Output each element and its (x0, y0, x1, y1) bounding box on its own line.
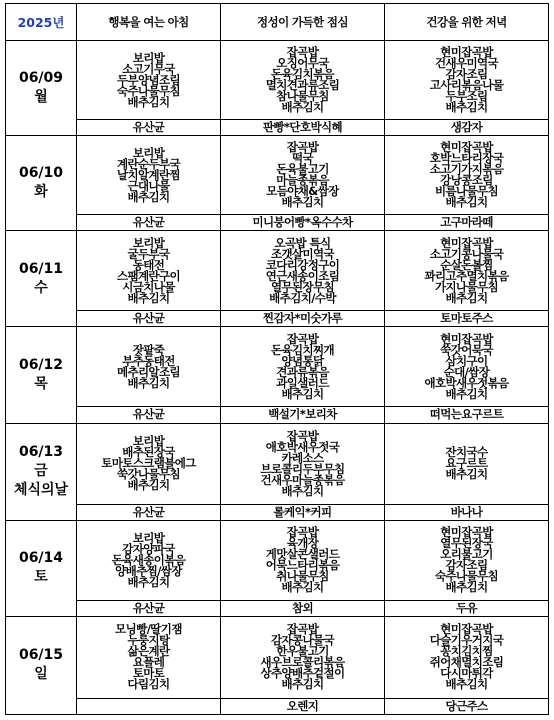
breakfast-item: 보리밥 (132, 50, 165, 65)
dinner-item: 가지나물무침 (434, 279, 499, 294)
dinner-cell (385, 520, 549, 600)
breakfast-item: 근대나물 (127, 178, 170, 193)
breakfast-cell (77, 41, 221, 120)
lunch-snack-cell: 오렌지 (221, 698, 385, 714)
dinner-item: 애호박새우젓볶음 (424, 375, 509, 390)
dinner-item: 현미잡곡밥 (440, 622, 493, 637)
day-week: 일 (34, 666, 48, 683)
dinner-item: 배추김치 (445, 195, 488, 210)
lunch-item: 견과류볶음 (276, 364, 329, 379)
day-week: 수 (34, 279, 48, 296)
breakfast-item: 메추리알조림 (116, 364, 181, 379)
dinner-item: 현미잡곡밥 (440, 525, 493, 540)
breakfast-item: 다림김치 (127, 677, 170, 692)
breakfast-snack-cell: 유산균 (77, 215, 221, 231)
lunch-item: 배추김치 (281, 483, 324, 498)
dinner-item: 순대/쌈장 (443, 364, 490, 379)
lunch-item: 오곡밥 특식 (274, 235, 331, 250)
lunch-item: 마늘종볶음 (276, 173, 329, 188)
day-week: 화 (34, 184, 48, 201)
dinner-item: 배추김치 (445, 467, 488, 482)
dinner-item: 건새우미역국 (434, 56, 499, 71)
dinner-item: 오리불고기 (440, 547, 493, 562)
lunch-cell (221, 423, 385, 504)
dinner-item: 현미잡곡밥 (440, 45, 493, 60)
breakfast-snack-cell: 유산균 (77, 120, 221, 136)
lunch-item: 배추김치/수박 (269, 290, 336, 305)
lunch-item: 양념통닭 (281, 353, 324, 368)
table-body (6, 41, 549, 715)
lunch-item: 잡곡밥 (286, 45, 319, 60)
dinner-cell (385, 616, 549, 698)
dinner-item: 감자조림 (445, 558, 488, 573)
lunch-item: 취나물무침 (276, 569, 329, 584)
lunch-item: 새우브로콜리볶음 (260, 655, 345, 670)
dinner-item: 소고기가지볶음 (429, 162, 504, 177)
breakfast-snack-cell: 유산균 (77, 407, 221, 423)
breakfast-item: 날치알계란찜 (116, 167, 181, 182)
lunch-item: 배추김치 (281, 580, 324, 595)
lunch-cell (221, 616, 385, 698)
breakfast-snack-cell: 유산균 (77, 600, 221, 616)
breakfast-cell (77, 616, 221, 698)
breakfast-snack-cell (77, 698, 221, 714)
dinner-cell (385, 41, 549, 120)
breakfast-item: 소고기무국 (122, 61, 175, 76)
day-date: 06/13 (18, 444, 64, 461)
day-row (6, 616, 549, 698)
day-date: 06/12 (18, 356, 64, 373)
breakfast-cell (77, 423, 221, 504)
dinner-item: 현미잡곡밥 (440, 235, 493, 250)
lunch-item: 감자콩나물국 (270, 633, 335, 648)
dinner-item: 비름나물무침 (434, 184, 499, 199)
lunch-item: 잡곡밥 (286, 525, 319, 540)
lunch-item: 돈육김치찌개 (270, 342, 335, 357)
breakfast-item: 스팸계란구이 (116, 268, 181, 283)
dinner-item: 감자조림 (445, 67, 488, 82)
dinner-item: 배추김치 (445, 100, 488, 115)
dinner-cell (385, 231, 549, 311)
day-row (6, 136, 549, 215)
lunch-item: 어묵느타리볶음 (265, 558, 340, 573)
lunch-snack-cell: 롤케익*커피 (221, 504, 385, 520)
dinner-snack-cell: 생감자 (385, 120, 549, 136)
dinner-item: 꽁치김치찜 (440, 644, 493, 659)
breakfast-item: 보리밥 (132, 145, 165, 160)
day-cell (6, 616, 77, 714)
breakfast-item: 보리밥 (132, 235, 165, 250)
lunch-item: 돈육불고기 (276, 162, 329, 177)
day-date: 06/10 (18, 165, 64, 182)
breakfast-cell (77, 231, 221, 311)
lunch-item: 조갯살미역국 (270, 246, 335, 261)
breakfast-item: 계란순두부국 (116, 156, 181, 171)
lunch-item: 브로콜리두부무침 (260, 461, 345, 476)
lunch-item: 건새우마늘종볶음 (260, 472, 345, 487)
dinner-snack-cell: 두유 (385, 600, 549, 616)
day-cell (6, 231, 77, 327)
dinner-item: 잔치국수 (445, 445, 488, 460)
breakfast-item: 배추김치 (127, 574, 170, 589)
breakfast-item: 쑥갓나물무침 (116, 467, 181, 482)
dinner-item: 소고기콩나물국 (429, 246, 504, 261)
lunch-item: 게맛살콘샐러드 (265, 547, 340, 562)
lunch-item: 카레소스 (281, 450, 324, 465)
lunch-header: 정성이 가득한 점심 (221, 4, 385, 41)
breakfast-item: 배추김치 (127, 189, 170, 204)
dinner-item: 순살돈볼찜 (440, 257, 493, 272)
breakfast-item: 배추된장국 (122, 445, 175, 460)
dinner-item: 열무된장국 (440, 536, 493, 551)
day-week: 목 (34, 375, 48, 392)
lunch-item: 잡곡밥 (286, 331, 319, 346)
day-cell (6, 423, 77, 520)
snack-row (6, 215, 549, 231)
dinner-snack-cell: 토마토주스 (385, 311, 549, 327)
dinner-item: 현미잡곡밥 (440, 140, 493, 155)
lunch-item: 배추김치 (281, 386, 324, 401)
lunch-cell (221, 136, 385, 215)
breakfast-item: 누룽지탕 (127, 633, 170, 648)
breakfast-item: 토마토 (132, 666, 165, 681)
lunch-cell (221, 231, 385, 311)
dinner-item: 배추김치 (445, 290, 488, 305)
dinner-item: 고사리볶음나물 (429, 78, 504, 93)
breakfast-item: 요플레 (132, 655, 165, 670)
day-row (6, 231, 549, 311)
snack-row (6, 600, 549, 616)
lunch-item: 코다리강정구이 (265, 257, 340, 272)
lunch-snack-cell: 판빵*단호박식혜 (221, 120, 385, 136)
breakfast-item: 감자양파국 (122, 541, 175, 556)
breakfast-item: 보리밥 (132, 434, 165, 449)
day-row (6, 520, 549, 600)
snack-row (6, 504, 549, 520)
dinner-item: 배추김치 (445, 677, 488, 692)
lunch-cell (221, 41, 385, 120)
dinner-header: 건강을 위한 저녁 (385, 4, 549, 41)
lunch-item: 육개장 (286, 536, 319, 551)
breakfast-item: 숙주나물무침 (116, 83, 181, 98)
lunch-item: 열무된장무침 (270, 279, 335, 294)
dinner-item: 쑥갓어묵국 (440, 342, 493, 357)
breakfast-cell (77, 520, 221, 600)
day-cell (6, 136, 77, 231)
dinner-item: 꽈리고추멸치볶음 (424, 268, 509, 283)
breakfast-item: 토마토스크램블에그 (101, 456, 196, 471)
breakfast-item: 모닝빵/딸기잼 (115, 622, 182, 637)
lunch-item: 참나물무침 (276, 89, 329, 104)
breakfast-item: 돈육새송이볶음 (111, 552, 186, 567)
lunch-item: 떡국 (291, 151, 314, 166)
dinner-item: 숙주나물무침 (434, 569, 499, 584)
breakfast-item: 잣팥죽 (132, 342, 165, 357)
breakfast-item: 배추김치 (127, 375, 170, 390)
year-label: 2025년 (6, 4, 77, 41)
snack-row (6, 407, 549, 423)
lunch-item: 배추김치 (281, 195, 324, 210)
dinner-item: 삼치구이 (445, 353, 488, 368)
dinner-item: 두부조림 (445, 89, 488, 104)
lunch-item: 잡곡밥 (286, 140, 319, 155)
weekly-meal-table (5, 3, 549, 715)
day-date: 06/14 (18, 550, 64, 567)
dinner-item: 현미잡곡밥 (440, 331, 493, 346)
lunch-item: 모듬야채&쌈장 (266, 184, 339, 199)
breakfast-item: 시금치나물 (122, 279, 175, 294)
lunch-item: 상추양배추겉절이 (260, 666, 345, 681)
day-row (6, 327, 549, 407)
dinner-item: 배추김치 (445, 386, 488, 401)
dinner-item: 배추김치 (445, 580, 488, 595)
lunch-snack-cell: 미니붕어빵*옥수수차 (221, 215, 385, 231)
breakfast-item: 보리밥 (132, 530, 165, 545)
breakfast-item: 굴두부국 (127, 246, 170, 261)
day-week: 월 (34, 89, 48, 106)
day-cell (6, 327, 77, 423)
dinner-item: 호박느타리장국 (429, 151, 504, 166)
dinner-snack-cell: 당근주스 (385, 698, 549, 714)
lunch-snack-cell: 찐감자*미숫가루 (221, 311, 385, 327)
lunch-snack-cell: 백설기*보리차 (221, 407, 385, 423)
day-date: 06/09 (18, 70, 64, 87)
lunch-snack-cell: 참외 (221, 600, 385, 616)
table-header-row (6, 4, 549, 41)
lunch-item: 오징어무국 (276, 56, 329, 71)
lunch-item: 애호박새우젓국 (265, 439, 340, 454)
dinner-item: 다시마튀각 (440, 666, 493, 681)
breakfast-cell (77, 327, 221, 407)
breakfast-item: 삶은계란 (127, 644, 170, 659)
breakfast-item: 부추동태전 (122, 353, 175, 368)
lunch-cell (221, 327, 385, 407)
lunch-item: 한우불고기 (276, 644, 329, 659)
dinner-snack-cell: 떠먹는요구르트 (385, 407, 549, 423)
breakfast-snack-cell: 유산균 (77, 504, 221, 520)
dinner-snack-cell: 바나나 (385, 504, 549, 520)
lunch-item: 배추김치 (281, 100, 324, 115)
breakfast-item: 동태전 (132, 257, 165, 272)
lunch-cell (221, 520, 385, 600)
day-date: 06/15 (18, 647, 64, 664)
dinner-item: 요구르트 (445, 456, 488, 471)
snack-row (6, 311, 549, 327)
day-row (6, 423, 549, 504)
day-note: 체식의날 (13, 482, 69, 499)
dinner-cell (385, 423, 549, 504)
breakfast-cell (77, 136, 221, 215)
day-date: 06/11 (18, 260, 64, 277)
breakfast-item: 배추김치 (127, 290, 170, 305)
dinner-snack-cell: 고구마라떼 (385, 215, 549, 231)
day-cell (6, 520, 77, 616)
day-week: 금 (34, 463, 48, 480)
snack-row (6, 698, 549, 714)
lunch-item: 멸치견과류조림 (265, 78, 340, 93)
dinner-item: 강낭콩조림 (440, 173, 493, 188)
dinner-cell (385, 136, 549, 215)
day-cell (6, 41, 77, 136)
lunch-item: 과일샐러드 (276, 375, 329, 390)
lunch-item: 돈육김치볶음 (270, 67, 335, 82)
dinner-cell (385, 327, 549, 407)
day-week: 토 (34, 569, 48, 586)
breakfast-item: 배추김치 (127, 94, 170, 109)
lunch-item: 배추김치 (281, 677, 324, 692)
lunch-item: 잡곡밥 (286, 428, 319, 443)
breakfast-item: 양배추찜/쌈장 (115, 563, 182, 578)
breakfast-item: 두부양념조림 (116, 72, 181, 87)
snack-row (6, 120, 549, 136)
lunch-item: 연근새송이조림 (265, 268, 340, 283)
breakfast-item: 배추김치 (127, 478, 170, 493)
dinner-item: 쥐어채멸치조림 (429, 655, 504, 670)
lunch-item: 잡곡밥 (286, 622, 319, 637)
breakfast-snack-cell: 유산균 (77, 311, 221, 327)
day-row (6, 41, 549, 120)
breakfast-header: 행복을 여는 아침 (77, 4, 221, 41)
dinner-item: 다슬기우거지국 (429, 633, 504, 648)
